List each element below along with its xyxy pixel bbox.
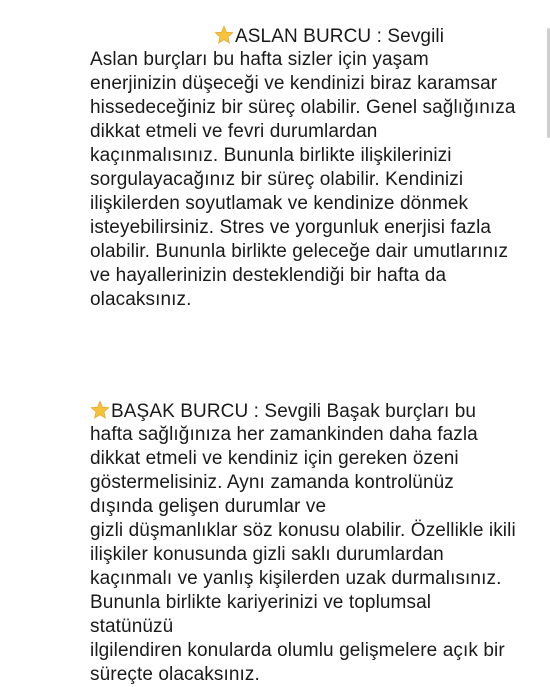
aslan-line: hissedeceğiniz bir süreç olabilir. Genel sağlığınıza [90,97,516,118]
basak-line: ilişkiler konusunda gizli saklı durumlardan [90,544,444,565]
aslan-line: Aslan burçları bu hafta sizler için yaşam [90,49,429,70]
basak-line: kaçınmalı ve yanlış kişilerden uzak durmalısınız. [90,568,502,589]
basak-line: Bununla birlikte kariyerinizi ve toplumsal [90,592,432,613]
aslan-heading-text: ASLAN BURCU : Sevgili [235,26,445,47]
aslan-line: ilişkilerden soyutlamak ve kendinize dönmek [90,193,469,214]
basak-heading-line [90,400,476,424]
aslan-line: olacaksınız. [90,289,192,310]
basak-line: dikkat etmeli ve kendiniz için gereken özeni [90,448,459,469]
basak-line: dışında gelişen durumlar ve [90,496,327,517]
aslan-line: isteyebilirsiniz. Stres ve yorgunluk enerjisi fazla [90,217,492,238]
aslan-line: dikkat etmeli ve fevri durumlardan [90,121,378,142]
star-icon [214,25,234,45]
basak-line: gizli düşmanlıklar söz konusu olabilir. Özellikle ikili [90,520,516,541]
aslan-heading-line [214,25,444,49]
basak-heading-text: BAŞAK BURCU : Sevgili Başak burçları bu [111,401,477,422]
basak-line: ilgilendiren konularda olumlu gelişmelere açık bir [90,640,505,661]
basak-line: süreçte olacaksınız. [90,664,260,685]
basak-line: statünüzü [90,616,174,637]
aslan-line: enerjinizin düşeceği ve kendinizi biraz karamsar [90,73,498,94]
star-icon [90,400,110,420]
aslan-line: sorgulayacağınız bir süreç olabilir. Kendinizi [90,169,464,190]
aslan-line: olabilir. Bununla birlikte geleceğe dair umutlarınız [90,241,509,262]
aslan-line: kaçınmalısınız. Bununla birlikte ilişkilerinizi [90,145,452,166]
aslan-line: ve hayallerinizin desteklendiği bir hafta da [90,265,447,286]
basak-line: hafta sağlığınıza her zamankinden daha fazla [90,424,478,445]
basak-line: göstermelisiniz. Aynı zamanda kontrolünüz [90,472,454,493]
